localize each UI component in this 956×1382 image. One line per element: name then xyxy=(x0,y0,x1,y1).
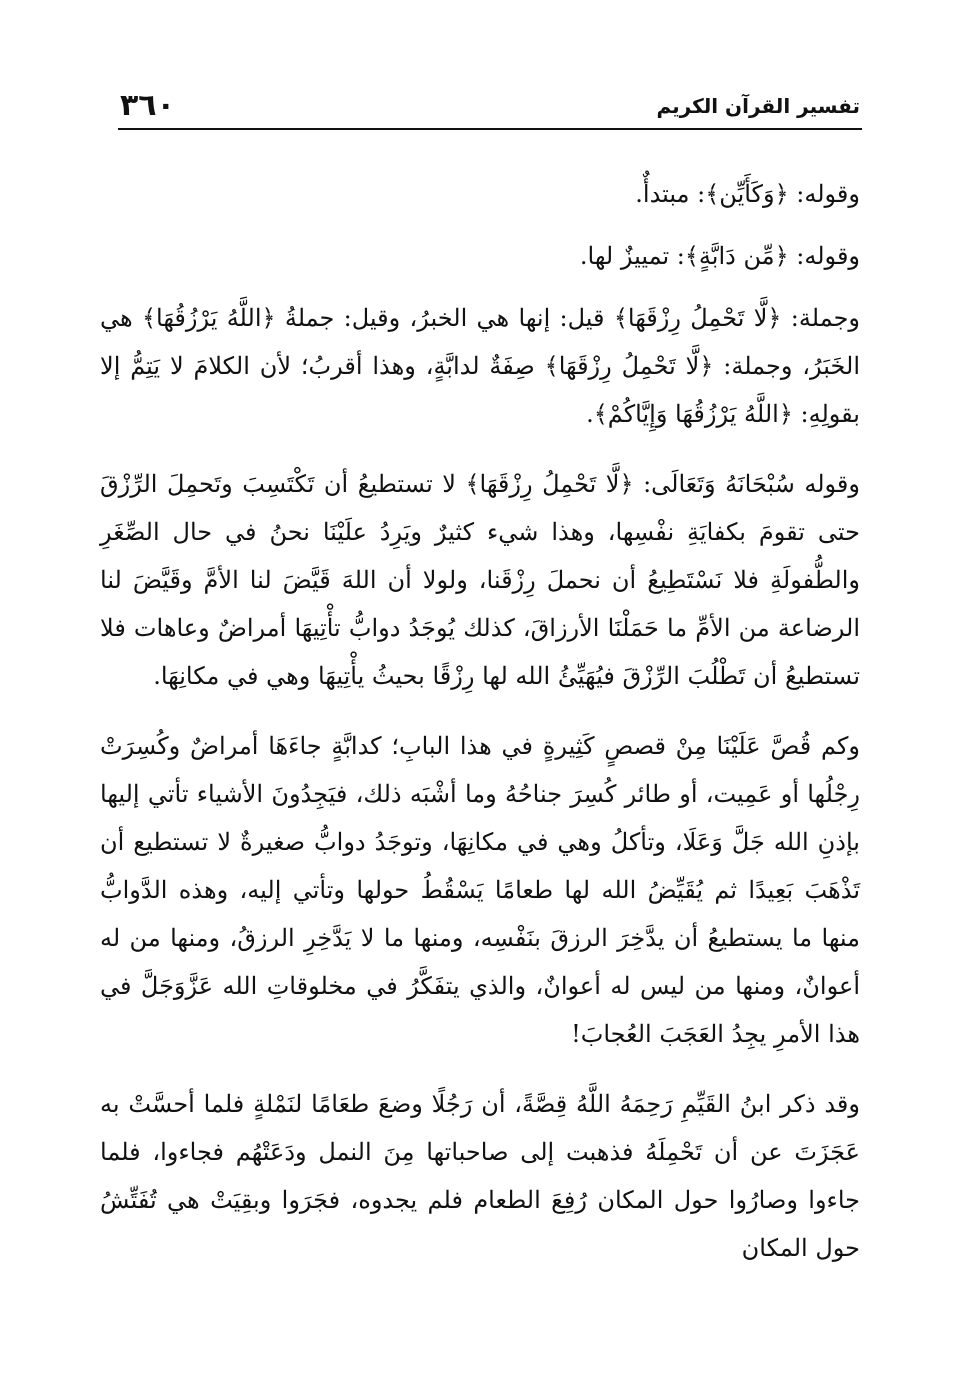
page-number: ٣٦٠ xyxy=(120,88,175,123)
body-text xyxy=(100,170,860,1272)
paragraph: وكم قُصَّ عَلَيْنَا مِنْ قصصٍ كَثِيرةٍ في هذا البابِ؛ كدابَّةٍ جاءَهَا أمراضٌ وكُسِرَتْ رِجْلُها أو عَمِيت، أو طائر كُسِرَ جناحُهُ وما أشْبَه ذلك، فيَجِدُونَ الأشياء تأتي إليها بإذنِ الله جَلَّ وَعَلَا، وتأكلُ وهي في مكانِهَا، وتوجَدُ دوابُّ صغيرةٌ لا تستطيع أن تَذْهَبَ بَعِيدًا ثم يُقَيِّضُ الله لها طعامًا يَسْقُطُ حولها وتأتي إليه، وهذه الدَّوابُّ منها ما يستطيعُ أن يدَّخِرَ الرزقَ بنَفْسِه، ومنها ما لا يَدَّخِرِ الرزقُ، ومنها من له أعوانٌ، ومنها من ليس له أعوانٌ، والذي يتفَكَّرُ في مخلوقاتِ الله عَزَّوَجَلَّ في هذا الأمرِ يجِدُ العَجَبَ العُجابَ! xyxy=(100,732,860,1048)
header-divider xyxy=(118,128,862,130)
paragraph: وقد ذكر ابنُ القَيِّمِ رَحِمَهُ اللَّهُ قِصَّةً، أن رَجُلًا وضعَ طعَامًا لنَمْلةٍ فلما أحسَّتْ به عَجَزَتَ عن أن تَحْمِلَهُ فذهبت إلى صاحباتها مِنَ النمل ودَعَتْهُم فجاءوا، فلما جاءوا وصارُوا حول المكان رُفِعَ الطعام فلم يجدوه، فجَرَوا وبقِيَتْ هي تُفَتِّشُ حول المكان xyxy=(100,1090,860,1262)
paragraph: وقوله سُبْحَانَهُ وَتَعَالَى: ﴿لَّا تَحْمِلُ رِزْقَهَا﴾ لا تستطيعُ أن تَكْتَسِبَ وتَحمِلَ الرِّزْقَ حتى تقومَ بكفايَةِ نفْسِها، وهذا شيء كثيرٌ ويَرِدُ علَيْنَا نحنُ في حال الصِّغَرِ والطُّفولَةِ فلا نَسْتَطِيعُ أن نحملَ رِزْقَنا، ولولا أن اللهَ قَيَّضَ لنا الأمَّ وقَيَّضَ لنا الرضاعة من الأمِّ ما حَمَلْنَا الأرزاقَ، كذلك يُوجَدُ دوابُّ تأْتِيهَا أمراضٌ وعاهات فلا تستطيعُ أن تَطْلُبَ الرِّزْقَ فيُهَيِّئُ الله لها رِزْقًا بحيثُ يأْتِيهَا وهي في مكانِهَا. xyxy=(100,470,860,690)
page-header xyxy=(120,82,860,130)
running-title: تفسير القرآن الكريم xyxy=(656,94,860,118)
paragraph: وقوله: ﴿مِّن دَابَّةٍ﴾: تمييزٌ لها. xyxy=(579,242,860,270)
paragraph: وقوله: ﴿وَكَأَيِّن﴾: مبتدأٌ. xyxy=(635,180,860,208)
paragraph: وجملة: ﴿لَّا تَحْمِلُ رِزْقَهَا﴾ قيل: إنها هي الخبرُ، وقيل: جملةُ ﴿اللَّهُ يَرْزُقُهَا﴾ هي الخَبَرُ، وجملة: ﴿لَّا تَحْمِلُ رِزْقَهَا﴾ صِفَةٌ لدابَّةٍ، وهذا أقربُ؛ لأن الكلامَ لا يَتِمُّ إلا بقولِهِ: ﴿اللَّهُ يَرْزُقُهَا وَإِيَّاكُمْ﴾. xyxy=(100,304,860,428)
